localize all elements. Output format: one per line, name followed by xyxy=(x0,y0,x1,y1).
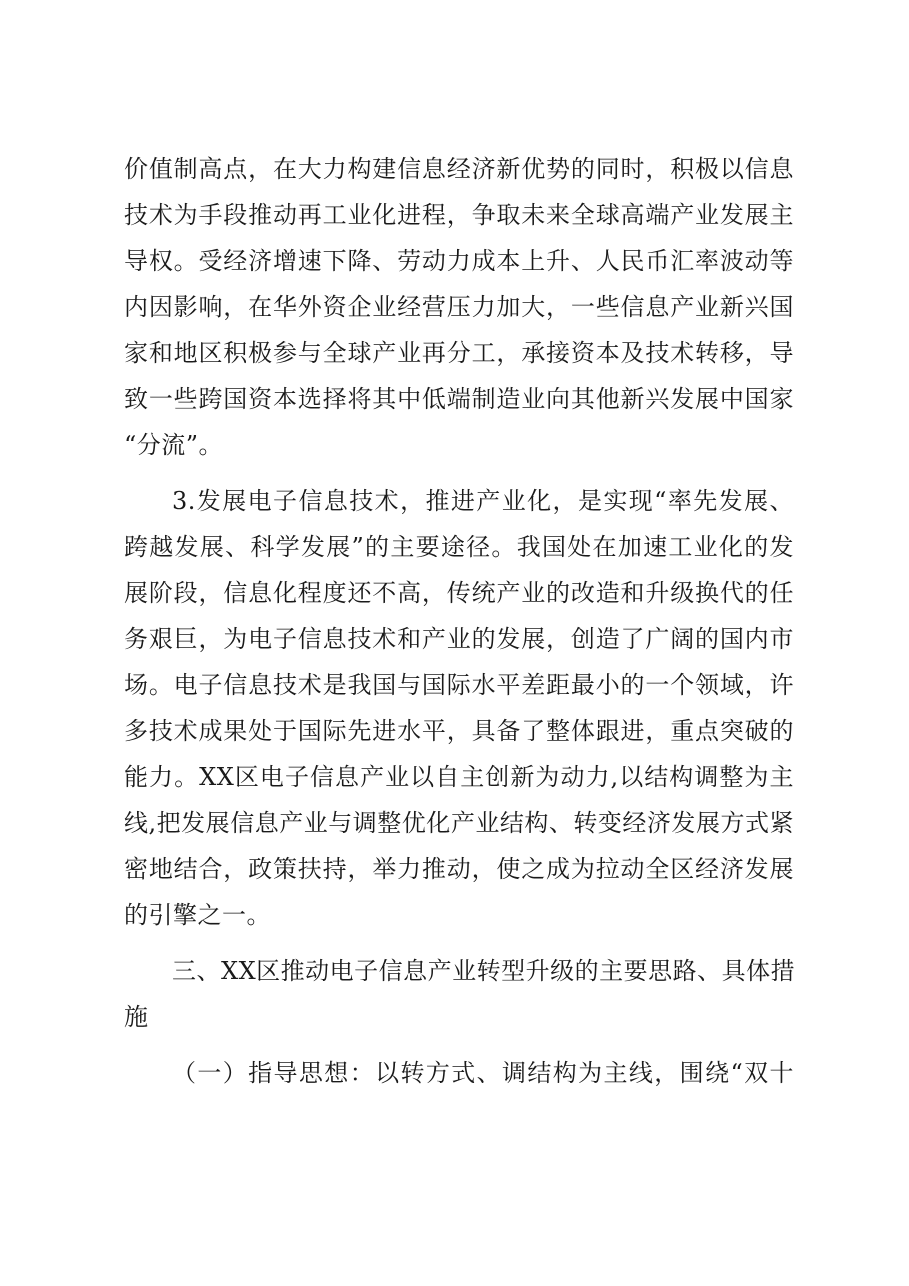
text-line: 务艰巨，为电子信息技术和产业的发展，创造了广阔的国内市 xyxy=(124,625,794,653)
heading-line: 三、XX区推动电子信息产业转型升级的主要思路、具体措 xyxy=(172,957,796,985)
text-line: 的引擎之一。 xyxy=(124,901,271,929)
text-line: 多技术成果处于国际先进水平，具备了整体跟进，重点突破的 xyxy=(124,717,794,745)
text-line: 密地结合，政策扶持，举力推动，使之成为拉动全区经济发展 xyxy=(124,855,794,883)
section-heading xyxy=(124,948,794,1040)
text-line: 内因影响，在华外资企业经营压力加大，一些信息产业新兴国 xyxy=(124,293,794,321)
text-line: 家和地区积极参与全球产业再分工，承接资本及技术转移，导 xyxy=(124,339,794,367)
text-line: 场。电子信息技术是我国与国际水平差距最小的一个领域，许 xyxy=(124,671,794,699)
paragraph-4 xyxy=(124,1050,794,1096)
text-line: 展阶段，信息化程度还不高，传统产业的改造和升级换代的任 xyxy=(124,579,794,607)
text-line: （一）指导思想：以转方式、调结构为主线，围绕“双十 xyxy=(172,1059,794,1087)
text-line: 导权。受经济增速下降、劳动力成本上升、人民币汇率波动等 xyxy=(124,247,794,275)
text-line: 能力。XX区电子信息产业以自主创新为动力,以结构调整为主 xyxy=(124,763,794,791)
text-line: 价值制高点，在大力构建信息经济新优势的同时，积极以信息 xyxy=(124,155,794,183)
text-line: 3.发展电子信息技术，推进产业化，是实现“率先发展、 xyxy=(172,487,794,515)
text-line: 技术为手段推动再工业化进程，争取未来全球高端产业发展主 xyxy=(124,201,794,229)
text-line: 线,把发展信息产业与调整优化产业结构、转变经济发展方式紧 xyxy=(124,809,794,837)
text-line: 致一些跨国资本选择将其中低端制造业向其他新兴发展中国家 xyxy=(124,385,794,413)
document-page xyxy=(124,146,794,1096)
text-line: “分流”。 xyxy=(124,431,224,459)
paragraph-1 xyxy=(124,146,794,468)
heading-line: 施 xyxy=(124,1003,149,1031)
text-line: 跨越发展、科学发展”的主要途径。我国处在加速工业化的发 xyxy=(124,533,794,561)
paragraph-2 xyxy=(124,478,794,938)
